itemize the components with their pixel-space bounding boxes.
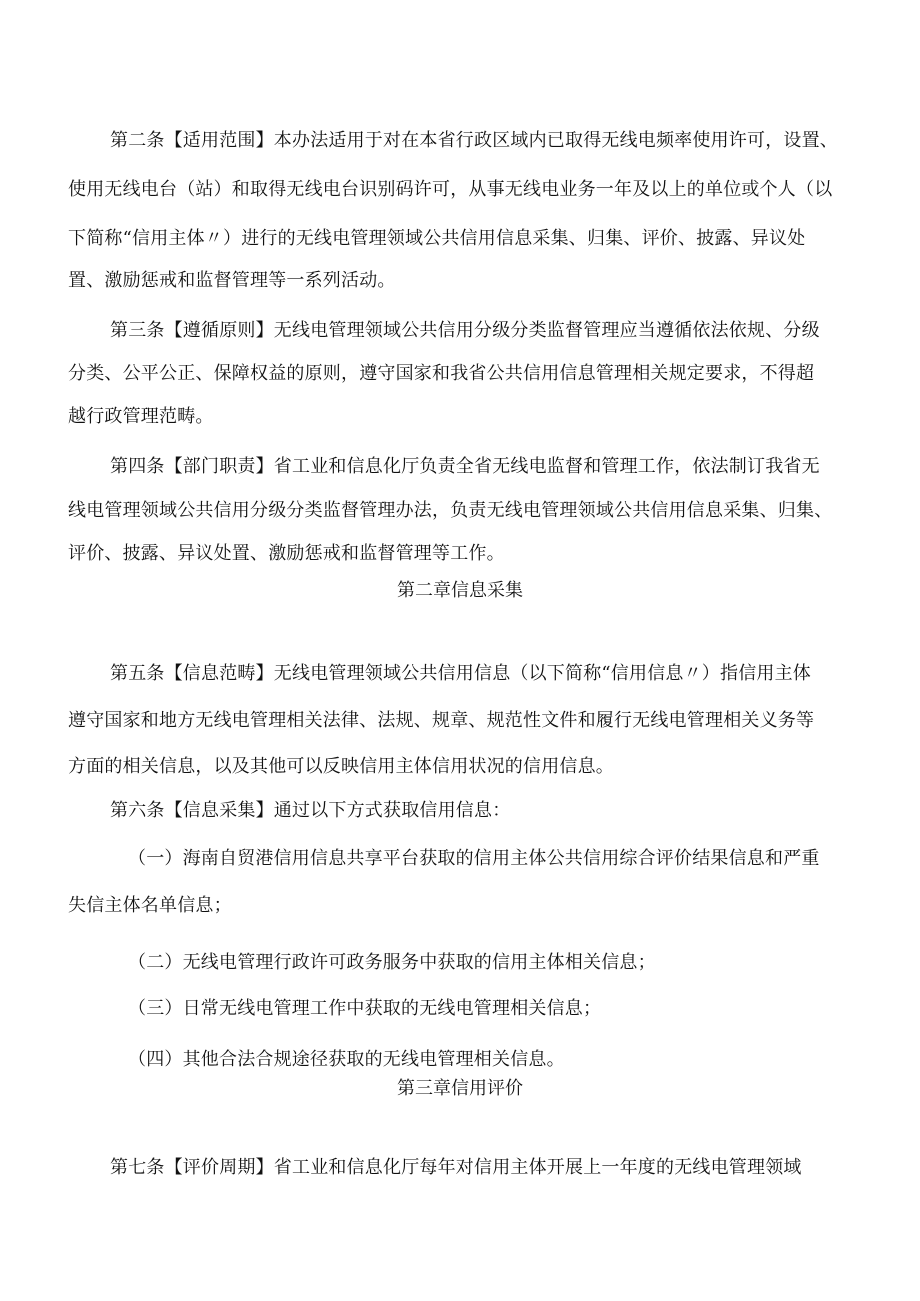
article-6-item-1-line-2: 失信主体名单信息； [68,895,232,916]
article-6-item-2: （二）无线电管理行政许可政务服务中获取的信用主体相关信息； [128,952,656,973]
article-7-line-1: 第七条【评价周期】省工业和信息化厅每年对信用主体开展上一年度的无线电管理领域 [110,1157,802,1178]
article-3-line-3: 越行政管理范畴。 [68,406,214,427]
article-2-line-1: 第二条【适用范围】本办法适用于对在本省行政区域内已取得无线电频率使用许可，设置、 [110,130,838,151]
article-5-line-2: 遵守国家和地方无线电管理相关法律、法规、规章、规范性文件和履行无线电管理相关义务等 [68,710,815,731]
article-6-item-4: （四）其他合法合规途径获取的无线电管理相关信息。 [128,1049,565,1070]
article-6-item-3: （三）日常无线电管理工作中获取的无线电管理相关信息； [128,998,602,1019]
article-5-line-3: 方面的相关信息，以及其他可以反映信用主体信用状况的信用信息。 [68,756,614,777]
article-2-line-4: 置、激励惩戒和监督管理等一系列活动。 [68,270,396,291]
chapter-3-heading: 第三章信用评价 [397,1078,523,1099]
article-5-line-1: 第五条【信息范畴】无线电管理领域公共信用信息（以下简称“信用信息〃）指信用主体 [110,663,811,684]
article-2-line-2: 使用无线电台（站）和取得无线电台识别码许可，从事无线电业务一年及以上的单位或个人（以 [68,179,833,200]
article-4-line-3: 评价、披露、异议处置、激励惩戒和监督管理等工作。 [68,543,505,564]
article-3-line-2: 分类、公平公正、保障权益的原则，遵守国家和我省公共信用信息管理相关规定要求，不得超 [68,363,815,384]
article-4-line-1: 第四条【部门职责】省工业和信息化厅负责全省无线电监督和管理工作，依法制订我省无 [110,456,820,477]
article-2-line-3: 下简称“信用主体〃）进行的无线电管理领域公共信用信息采集、归集、评价、披露、异议处 [68,228,806,249]
article-6-item-1-line-1: （一）海南自贸港信用信息共享平台获取的信用主体公共信用综合评价结果信息和严重 [128,848,820,869]
article-6-line-1: 第六条【信息采集】通过以下方式获取信用信息： [110,800,511,821]
article-4-line-2: 线电管理领域公共信用分级分类监督管理办法，负责无线电管理领域公共信用信息采集、归集、 [68,500,833,521]
chapter-2-heading: 第二章信息采集 [397,580,523,601]
article-3-line-1: 第三条【遵循原则】无线电管理领域公共信用分级分类监督管理应当遵循依法依规、分级 [110,320,820,341]
